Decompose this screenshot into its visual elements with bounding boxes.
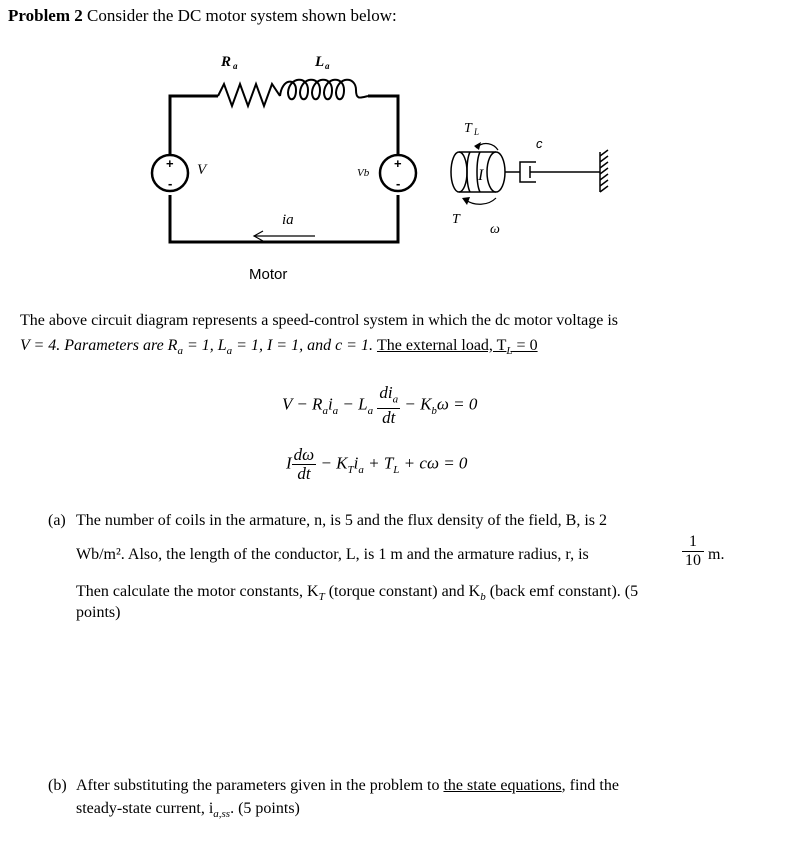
external-load-text: The external load, $T_L = 0$: [376, 337, 538, 358]
state-equation-1: $V - R_ai_a - L_a$ $\frac{di_a}{dt}$ − $K_b\omega = 0$: [282, 383, 478, 428]
eq1-right: − K: [404, 394, 432, 414]
inertia-label: I: [478, 167, 484, 184]
part-a-fraction: [682, 533, 704, 570]
parameters-values: $R_a = 1$, $L_a = 1$, I = 1, and c = 1.: [167, 337, 377, 358]
inductor-label: L: [315, 54, 325, 70]
part-b-line-1-prefix: After substituting the parameters given in the problem to: [76, 777, 440, 794]
param-r-symbol: R: [167, 337, 178, 354]
description-line-2: [20, 337, 800, 357]
part-b-line-2-start: steady-state current, i: [76, 800, 214, 817]
motor-torque-arrow: [466, 198, 496, 204]
resistor-symbol: [218, 84, 280, 106]
source-minus-sign: -: [168, 176, 173, 191]
ground-wall-icon: [600, 150, 608, 192]
motor-caption: Motor: [249, 266, 288, 283]
eq2-denominator: dt: [297, 464, 311, 483]
dc-motor-circuit-diagram: [0, 40, 810, 300]
part-a-frac-num: 1: [682, 533, 704, 552]
part-b-line-1: [76, 777, 796, 795]
eq1-left: V − R: [282, 394, 323, 414]
part-b-line-2-end: . (5 points): [230, 800, 300, 817]
inductor-label-sub: a: [325, 61, 330, 71]
problem-header: [8, 6, 397, 26]
current-label: ia: [282, 212, 294, 228]
description-text-2: V = 4. Parameters are: [20, 337, 164, 354]
omega-label: ω: [490, 222, 500, 237]
part-a-line-3-mid: (torque constant) and K: [324, 583, 481, 600]
damper-icon: [505, 162, 600, 182]
part-a-line-4: points): [76, 604, 121, 621]
eq1-end: ω = 0: [436, 394, 478, 414]
problem-intro: Consider the DC motor system shown below:: [87, 6, 397, 25]
external-load-value: = 0: [512, 337, 538, 354]
resistor-label-sub: a: [233, 61, 238, 71]
state-equation-2: I $\frac{d\omega}{dt}$ − $K_Ti_a + T_L + c\omega = 0$: [286, 445, 468, 483]
eq1-numerator: di: [379, 383, 393, 402]
part-a-label: (a): [48, 512, 66, 529]
source-voltage-label: V: [197, 162, 207, 178]
part-a-line-2: Wb/m². Also, the length of the conductor, L, is 1 m and the armature radius, r, is: [76, 546, 589, 563]
eq2-derivative: [292, 446, 317, 483]
part-a-line-3-end: (back emf constant). (5: [485, 583, 639, 600]
resistor-label: R: [221, 54, 232, 70]
part-a-unit: m.: [708, 546, 725, 563]
part-b-line-2: [76, 800, 300, 820]
part-a-frac-den: 10: [685, 552, 701, 569]
eq2-numerator: dω: [293, 445, 315, 464]
back-emf-plus-sign: +: [394, 156, 402, 171]
part-a-line-3: Then calculate the motor constants, $K_T$ (torque constant) and $K_b$ (back emf constant). (5: [76, 583, 639, 604]
eq1-denominator: dt: [382, 408, 396, 428]
eq2-end: + cω = 0: [403, 453, 468, 473]
inductor-symbol: [280, 80, 368, 100]
damping-label: c: [536, 136, 543, 151]
part-a-line-1: The number of coils in the armature, n, is 5 and the flux density of the field, B, is 2: [76, 512, 607, 529]
motor-torque-arrow-head-icon: [462, 197, 470, 205]
part-b-label: (b): [48, 777, 67, 794]
description-line-1: [20, 312, 800, 330]
back-emf-label: Vb: [357, 167, 370, 179]
load-torque-arrow-head-icon: [474, 142, 481, 150]
problem-label: Problem 2: [8, 6, 83, 25]
load-torque-label-sub: L: [474, 127, 480, 137]
eq2-rest: − K: [320, 453, 348, 473]
part-b-line-2-sub: a,ss: [213, 808, 231, 821]
load-torque-label: T: [464, 121, 472, 136]
part-b-line-1-suffix: , find the: [561, 777, 619, 794]
description-text-1: The above circuit diagram represents a speed-control system in which the dc motor voltage is: [20, 312, 619, 329]
part-a-line-3-start: Then calculate the motor constants, K: [76, 583, 319, 600]
motor-torque-label: T: [452, 212, 460, 227]
source-plus-sign: +: [166, 156, 174, 171]
state-equations-link[interactable]: the state equations: [443, 777, 562, 794]
eq1-derivative: $\frac{di_a}{dt}$: [379, 383, 399, 428]
external-load-label: The external load, T: [376, 337, 507, 354]
back-emf-minus-sign: -: [396, 176, 401, 191]
